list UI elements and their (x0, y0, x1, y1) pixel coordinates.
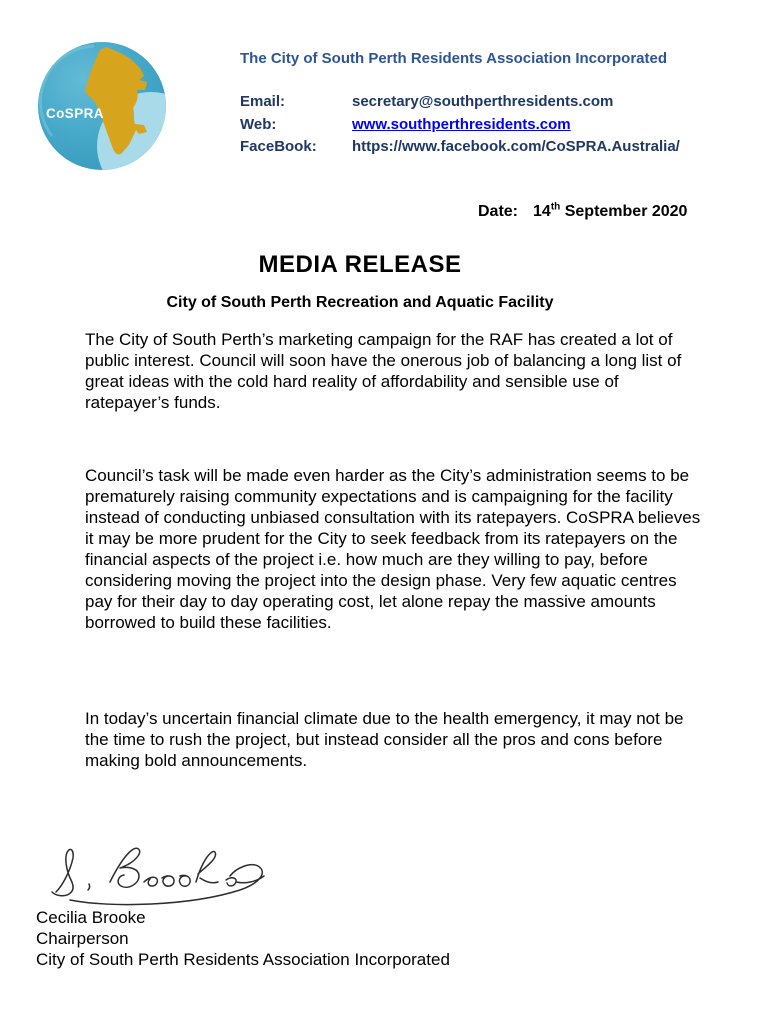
paragraph-2: Council’s task will be made even harder as the City’s administration seems to be prematurely raising community expectations and is campaigning for the facility instead of conducting unbiased consultation with its ratepayers. CoSPRA believes it may be more prudent for the City to seek feedback from its ratepayers on the financial aspects of the project i.e. how much are they willing to pay, before considering moving the project into the design phase. Very few aquatic centres pay for their day to day operating cost, let alone repay the massive amounts borrowed to build these facilities. (85, 466, 701, 632)
contact-block (240, 93, 740, 161)
contact-row-facebook (240, 138, 740, 161)
facebook-label: FaceBook: (240, 138, 317, 155)
web-label: Web: (240, 115, 277, 133)
facebook-value: https://www.facebook.com/CoSPRA.Australia/ (352, 138, 680, 155)
web-link[interactable]: www.southperthresidents.com (352, 115, 571, 133)
contact-row-web (240, 116, 740, 139)
signoff-role: Chairperson (36, 929, 129, 948)
org-title: The City of South Perth Residents Association Incorporated (240, 50, 667, 67)
signature-image (40, 830, 285, 908)
logo-text: CoSPRA (46, 106, 104, 121)
date-ordinal: th (550, 201, 561, 213)
document-title: MEDIA RELEASE (258, 251, 462, 278)
contact-row-email (240, 93, 740, 116)
email-label: Email: (240, 93, 286, 110)
signoff-block (36, 907, 450, 970)
date-label: Date: (478, 203, 519, 220)
document-subtitle: City of South Perth Recreation and Aquatic Facility (166, 294, 554, 311)
signoff-org: City of South Perth Residents Association Incorporated (36, 950, 450, 969)
signoff-name: Cecilia Brooke (36, 908, 146, 927)
cospra-logo (36, 40, 176, 176)
date-value: 14th September 2020 (533, 201, 688, 220)
paragraph-3: In today’s uncertain financial climate due to the health emergency, it may not be the time to rush the project, but instead consider all the pros and cons before making bold announcements. (85, 709, 684, 770)
date-line (478, 203, 687, 221)
paragraph-1: The City of South Perth’s marketing campaign for the RAF has created a lot of public interest. Council will soon have the onerous job of balancing a long list of great ideas with the cold hard reality of affordability and sensible use of ratepayer’s funds. (85, 330, 682, 412)
email-value: secretary@southperthresidents.com (352, 93, 614, 110)
